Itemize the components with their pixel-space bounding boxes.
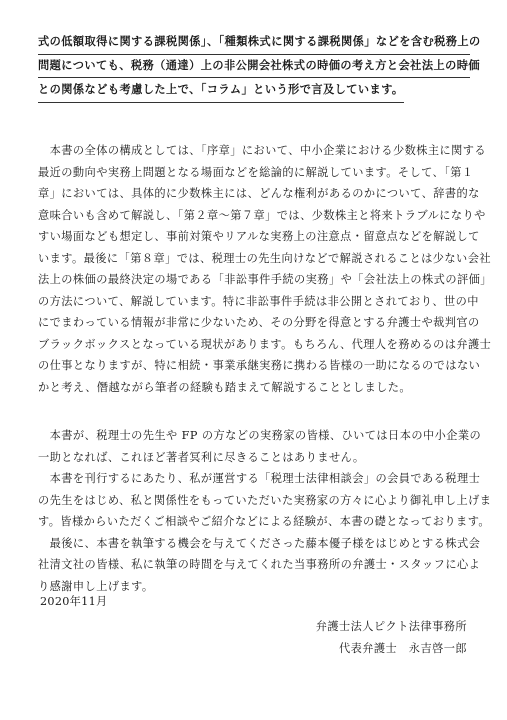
overview-line: すい場面なども想定し、事前対策やリアルな実務上の注意点・留意点などを解説して (38, 230, 480, 243)
intro-paragraph (38, 31, 481, 103)
overview-paragraph (38, 140, 492, 398)
overview-line: 本書の全体の構成としては、「序章」において、中小企業における少数株主に関する (38, 144, 487, 157)
overview-line: の仕事となりますが、特に相続・事業承継実務に携わる皆様の一助になるのではない (38, 359, 481, 372)
overview-line: かと考え、僭越ながら筆者の経験も踏まえて解説することとしました。 (38, 380, 412, 394)
intro-line: 式の低額取得に関する課税関係」、「種類株式に関する課税関係」などを含む税務上の (38, 31, 470, 55)
acknowledgments-paragraph (38, 425, 492, 597)
law-firm-name: 弁護士法人ピクト法律事務所 (315, 620, 467, 633)
intro-line: 問題についても、税務（通達）上の非公開会社株式の時価の考え方と会社法上の時価 (38, 55, 470, 79)
overview-line: の方法について、解説しています。特に非訟事件手続は非公開とされており、世の中 (38, 294, 479, 308)
acknowledgments-line: す。皆様からいただくご相談やご紹介などによる経験が、本書の礎となっております。 (38, 515, 491, 528)
overview-line: にでまわっている情報が非常に少ないため、その分野を得意とする弁護士や裁判官の (38, 316, 480, 329)
acknowledgments-line: り感謝申し上げます。 (38, 579, 154, 593)
overview-line: 意味合いも含めて解説し、「第２章～第７章」では、少数株主と将来トラブルになりや (38, 208, 486, 222)
acknowledgments-line: 最後に、本書を執筆する機会を与えてくださった藤本優子様をはじめとする株式会 (38, 536, 481, 550)
overview-line: 法上の株価の最終決定の場である「非訟事件手続の実務」や「会社法上の株式の評価」 (38, 273, 492, 286)
overview-line: 章」においては、具体的に少数株主には、どんな権利があるのかについて、辞書的な (38, 187, 480, 200)
acknowledgments-line: 社清文社の皆様、私に執筆の時間を与えてくれた当事務所の弁護士・スタッフに心よ (38, 558, 481, 571)
author-signature: 代表弁護士 永吉啓一郎 (338, 642, 467, 655)
publication-date: 2020年11月 (40, 595, 108, 608)
overview-line: ブラックボックスとなっている現状があります。もちろん、代理人を務めるのは弁護士 (38, 337, 492, 351)
acknowledgments-line: 本書が、税理士の先生や FP の方などの実務家の皆様、ひいては日本の中小企業の (38, 429, 482, 442)
overview-line: 最近の動向や実務上問題となる場面などを総論的に解説しています。そして、「第１ (38, 165, 474, 179)
acknowledgments-line: の先生をはじめ、私と関係性をもっていただいた実務家の方々に心より御礼申し上げま (38, 493, 492, 507)
acknowledgments-line: 一助となれば、これほど著者冥利に尽きることはありません。 (38, 450, 365, 464)
overview-line: います。最後に「第８章」では、税理士の先生向けなどで解説されることは少ない会社 (38, 251, 491, 265)
intro-line: との関係なども考慮した上で、「コラム」という形で言及しています。 (38, 79, 404, 103)
acknowledgments-line: 本書を刊行するにあたり、私が運営する「税理士法律相談会」の会員である税理士 (38, 472, 481, 485)
